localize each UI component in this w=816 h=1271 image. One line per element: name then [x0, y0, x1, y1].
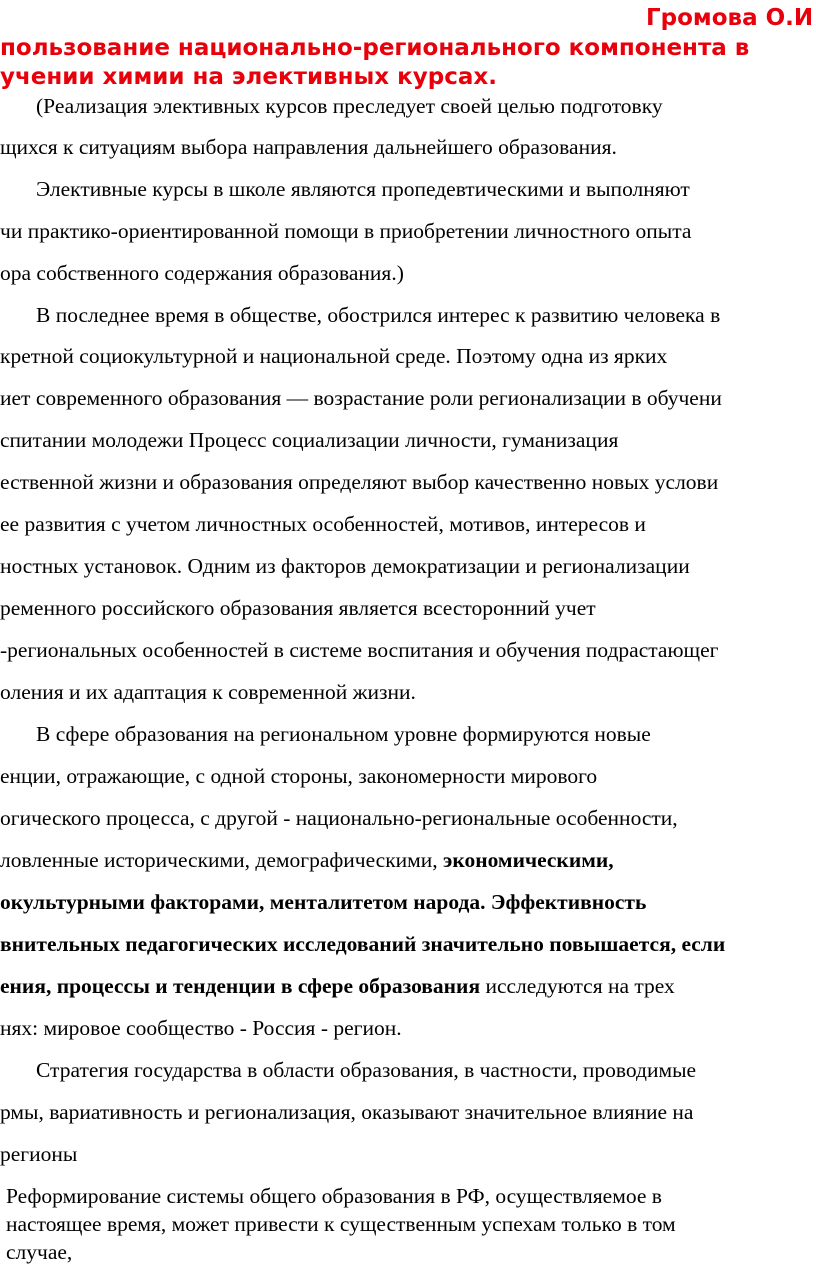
- text-line: ностных установок. Одним из факторов демократизации и регионализации: [0, 554, 690, 578]
- title-line-2: учении химии на элективных курсах.: [0, 64, 497, 90]
- text-line: Элективные курсы в школе являются пропедевтическими и выполняют: [36, 177, 690, 201]
- text-line: настоящее время, может привести к существенным успехам только в том: [6, 1212, 676, 1236]
- text-line: нях: мировое сообщество - Россия - регион.: [0, 1016, 402, 1040]
- bold-text-span: ения, процессы и тенденции в сфере образования: [0, 974, 481, 998]
- bold-text-line: окультурными факторами, менталитетом народа. Эффективность: [0, 890, 647, 914]
- author-name: Громова О.И: [646, 5, 814, 31]
- text-line: огического процесса, с другой - национально-региональные особенности,: [0, 806, 678, 830]
- text-line: енции, отражающие, с одной стороны, закономерности мирового: [0, 764, 598, 788]
- text-line: оления и их адаптация к современной жизни.: [0, 680, 416, 704]
- bold-text-line: внительных педагогических исследований значительно повышается, если: [0, 932, 726, 956]
- bold-text-span: экономическими,: [443, 848, 614, 872]
- text-line: регионы: [0, 1142, 78, 1166]
- text-line: щихся к ситуациям выбора направления дальнейшего образования.: [0, 135, 617, 159]
- text-line: рмы, вариативность и регионализация, оказывают значительное влияние на: [0, 1100, 694, 1124]
- text-line: ременного российского образования является всесторонний учет: [0, 596, 596, 620]
- text-line: ора собственного содержания образования.): [0, 261, 404, 285]
- text-line: (Реализация элективных курсов преследует своей целью подготовку: [36, 94, 663, 118]
- text-line: ее развития с учетом личностных особенностей, мотивов, интересов и: [0, 512, 646, 536]
- text-line: В последнее время в обществе, обострился интерес к развитию человека в: [36, 303, 721, 327]
- text-line: [0, 846, 614, 874]
- text-span: ловленные историческими, демографическими,: [0, 848, 444, 872]
- text-line: кретной социокультурной и национальной среде. Поэтому одна из ярких: [0, 344, 668, 368]
- text-span: исследуются на трех: [480, 974, 675, 998]
- text-line: спитании молодежи Процесс социализации личности, гуманизация: [0, 428, 619, 452]
- text-line: иет современного образования — возрастание роли регионализации в обучени: [0, 386, 722, 410]
- text-line: [0, 972, 675, 1000]
- text-line: В сфере образования на региональном уровне формируются новые: [36, 722, 651, 746]
- title-line-1: пользование национально-регионального компонента в: [0, 35, 750, 61]
- text-line: ественной жизни и образования определяют выбор качественно новых услови: [0, 470, 719, 494]
- text-line: случае,: [6, 1240, 73, 1264]
- text-line: -региональных особенностей в системе воспитания и обучения подрастающег: [0, 638, 719, 662]
- text-line: Стратегия государства в области образования, в частности, проводимые: [36, 1058, 697, 1082]
- text-line: Реформирование системы общего образования в РФ, осуществляемое в: [6, 1184, 662, 1208]
- text-line: чи практико-ориентированной помощи в приобретении личностного опыта: [0, 219, 692, 243]
